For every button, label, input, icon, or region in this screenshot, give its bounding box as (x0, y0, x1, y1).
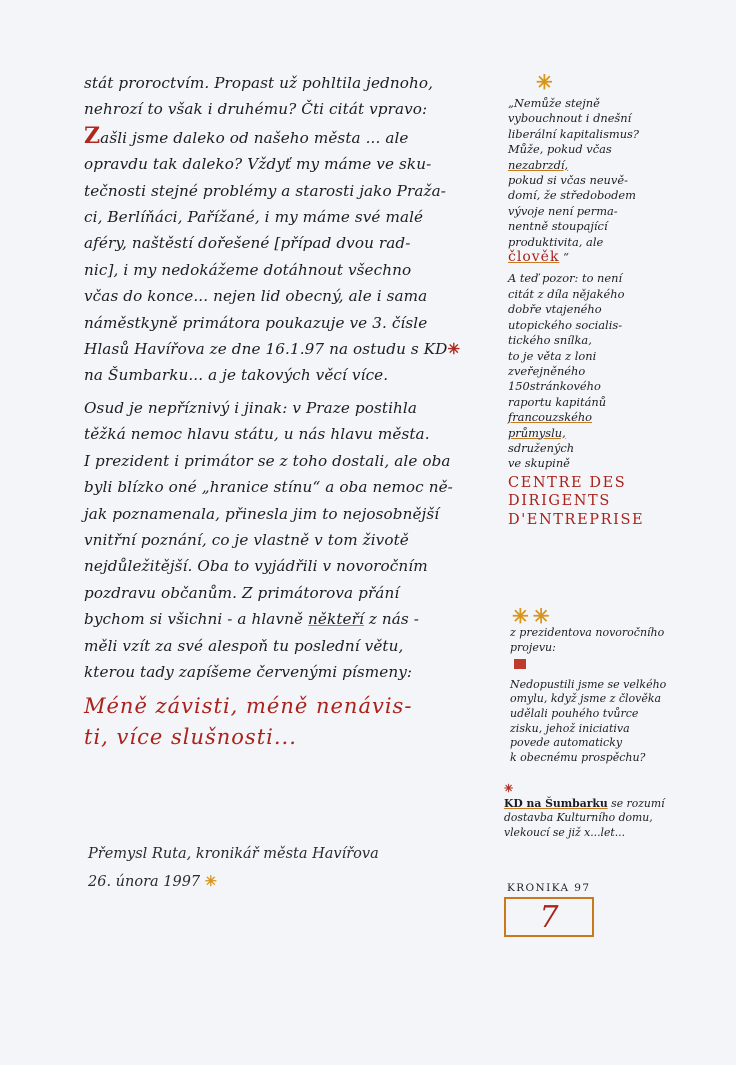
note-line: povede automaticky (510, 736, 623, 750)
side-line: zveřejněného (508, 363, 586, 378)
side-line: sdružených (508, 440, 575, 455)
para2-line: I prezident i primátor se z toho dostali, ale oba (84, 451, 451, 470)
clovek-word: člověk (508, 249, 560, 266)
kd-footnote (504, 782, 694, 840)
para2-text: z nás - (363, 610, 419, 629)
side-column (508, 96, 690, 529)
para2-line: kterou tady zapíšeme červenými písmeny: (84, 662, 413, 681)
quote-line: náměstkyně primátora poukazuje ve 3. čísle (84, 313, 428, 332)
para2-line: Osud je nepříznivý i jinak: v Praze postihla (84, 398, 418, 417)
page-number: 7 (539, 899, 559, 935)
closing-red-sentence (84, 691, 489, 753)
closing-line: ti, více slušnosti... (84, 725, 297, 750)
org-line: DIRIGENTS (508, 493, 611, 510)
main-text-column (84, 70, 489, 753)
side-clovek-row (508, 250, 690, 265)
footnote-line: dostavba Kulturního domu, (504, 811, 653, 825)
side-line: citát z díla nějakého (508, 286, 625, 301)
side-line: raportu kapitánů (508, 394, 607, 409)
side-line: to je věta z loni (508, 348, 597, 363)
side-line: vývoje není perma- (508, 203, 618, 218)
signature-date-row (88, 868, 468, 896)
president-quote-note (510, 626, 690, 765)
para2-line: jak poznamenala, přinesla jim to nejosobnější (84, 504, 440, 523)
org-line: CENTRE DES (508, 474, 627, 491)
signature-date: 26. února 1997 (88, 874, 201, 890)
note-line: omylu, když jsme z člověka (510, 692, 662, 706)
side-line: utopického socialis- (508, 317, 623, 332)
footnote-line: vlekoucí se již x...let... (504, 825, 626, 839)
asterisk-icon: ✳ (536, 70, 553, 94)
note-line: zisku, jehož iniciativa (510, 721, 630, 735)
double-asterisk-icon: ✳✳ (512, 604, 554, 628)
signature-name: Přemysl Ruta, kronikář města Havířova (88, 846, 379, 862)
para2-line: měli vzít za své alespoň tu poslední větu, (84, 636, 404, 655)
note-line: k obecnému prospěchu? (510, 750, 646, 764)
note-intro: z prezidentova novoročního projevu: (510, 626, 665, 654)
underlined-nekteri: někteří (308, 610, 364, 629)
side-line: Může, pokud včas (508, 142, 612, 157)
page-number-box (504, 897, 594, 937)
signature (88, 840, 468, 896)
quote-line: na Šumbarku... a je takových věcí více. (84, 366, 389, 385)
side-line: domí, že středobodem (508, 188, 636, 203)
organization-name (508, 474, 690, 530)
side-line: A teď pozor: to není (508, 271, 623, 286)
para2-line: byli blízko oné „hranice stínu“ a oba nemoc ně- (84, 478, 453, 497)
para2-line: pozdravu občanům. Z primátorova přání (84, 583, 400, 602)
kronika-label: KRONIKA 97 (507, 882, 591, 894)
quote-line: opravdu tak daleko? Vždyť my máme ve sku- (84, 155, 432, 174)
para2-line: těžká nemoc hlavu státu, u nás hlavu města. (84, 425, 430, 444)
footnote-text: se rozumí (607, 796, 665, 810)
main-line: stát proroctvím. Propast už pohltila jednoho, (84, 74, 434, 92)
footnote-term: KD na Šumbarku (504, 796, 608, 810)
side-line: průmyslu, (508, 425, 566, 440)
note-line: Nedopustili jsme se velkého (510, 677, 667, 691)
footnote-asterisk-icon: ✳ (447, 340, 461, 359)
side-line: pokud si včas neuvě- (508, 173, 628, 188)
para2-line: vnitřní poznání, co je vlastně v tom životě (84, 530, 409, 549)
quote-line: Hlasů Havířova ze dne 16.1.97 na ostudu s KD (84, 340, 448, 359)
side-line: vybouchnout i dnešní (508, 111, 632, 126)
quote-line-first (84, 123, 489, 151)
side-line-underlined: nezabrzdí, (508, 157, 569, 172)
para2-text: bychom si všichni - a hlavně (84, 610, 309, 629)
quote-initial: Z (84, 122, 101, 149)
asterisk-icon: ✳ (204, 873, 217, 890)
side-line: tického snílka, (508, 333, 592, 348)
side-line: francouzského (508, 410, 593, 425)
quote-line: tečnosti stejné problémy a starosti jako Praža- (84, 181, 446, 200)
side-line: nentně stoupající (508, 219, 608, 234)
para2-line-nekteri (84, 606, 489, 632)
note-line: udělali pouhého tvůrce (510, 706, 639, 720)
side-line: 150stránkového (508, 379, 601, 394)
side-line: dobře vtajeného (508, 302, 602, 317)
main-line: nehrozí to však i druhému? Čti citát vpravo: (84, 100, 428, 119)
closing-line: Méně závisti, méně nenávis- (84, 694, 413, 719)
close-quote: “ (563, 250, 569, 265)
side-line: ve skupině (508, 456, 570, 471)
footnote-line-first (504, 797, 694, 812)
quote-line: ci, Berlíňáci, Pařížané, i my máme své malé (84, 208, 424, 227)
quote-line: včas do konce... nejen lid obecný, ale i sama (84, 287, 428, 306)
side-line: „Nemůže stejně (508, 96, 600, 110)
quote-line: aféry, naštěstí dořešené [případ dvou rad- (84, 234, 411, 253)
quote-line: ašli jsme daleko od našeho města ... ale (100, 128, 409, 147)
footnote-star: ✳ (504, 782, 514, 795)
side-line: produktivita, ale (508, 234, 604, 249)
red-square-mark (514, 659, 526, 669)
para2-line: nejdůležitější. Oba to vyjádřili v novoročním (84, 557, 428, 576)
quote-line: nic], i my nedokážeme dotáhnout všechno (84, 260, 412, 279)
org-line: D'ENTREPRISE (508, 511, 645, 528)
quote-line-kd (84, 336, 489, 362)
side-line: liberální kapitalismus? (508, 126, 640, 141)
